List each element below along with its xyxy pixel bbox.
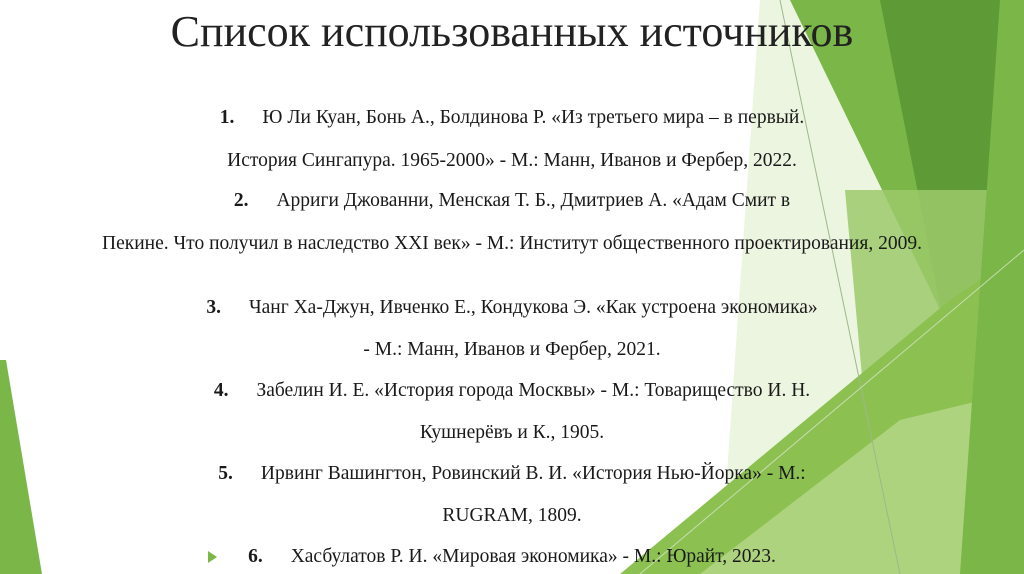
- source-6-line-1: [0, 546, 1024, 568]
- source-1-number: 1.: [219, 107, 235, 128]
- source-5-line-1: [0, 463, 1024, 485]
- source-3-number: 3.: [206, 297, 221, 318]
- source-3-text-1: Чанг Ха-Джун, Ивченко Е., Кондукова Э. «Как устроена экономика»: [248, 297, 818, 318]
- source-4-line-2: Кушнерёвъ и К., 1905.: [419, 422, 605, 443]
- source-5-line-2: RUGRAM, 1809.: [442, 505, 582, 526]
- source-5-text-1: Ирвинг Вашингтон, Ровинский В. И. «История Нью-Йорка» - М.:: [260, 463, 806, 484]
- source-1-text-1: Ю Ли Куан, Бонь А., Болдинова Р. «Из третьего мира – в первый.: [262, 107, 805, 128]
- source-2-line-1: [0, 190, 1024, 212]
- source-1-line-1: [0, 107, 1024, 129]
- source-2-text-1: Арриги Джованни, Менская Т. Б., Дмитриев А. «Адам Смит в: [276, 190, 791, 211]
- source-3-line-1: [0, 297, 1024, 319]
- source-6-number: 6.: [248, 546, 263, 567]
- source-3-line-2: - М.: Манн, Иванов и Фербер, 2021.: [363, 339, 661, 360]
- source-1-line-2: История Сингапура. 1965-2000» - М.: Манн, Иванов и Фербер, 2022.: [227, 150, 797, 171]
- source-2-number: 2.: [233, 190, 249, 211]
- source-4-number: 4.: [213, 380, 229, 401]
- triangle-bullet-icon: [208, 551, 217, 563]
- page-title: Список использованных источников: [170, 7, 854, 56]
- source-4-text-1: Забелин И. Е. «История города Москвы» - М.: Товарищество И. Н.: [256, 380, 811, 401]
- source-6-text-1: Хасбулатов Р. И. «Мировая экономика» - М.: Юрайт, 2023.: [290, 546, 776, 567]
- source-5-number: 5.: [218, 463, 233, 484]
- source-2-line-2: Пекине. Что получил в наследство XXI век» - М.: Институт общественного проектирования, 2009.: [102, 233, 922, 254]
- source-4-line-1: [0, 380, 1024, 402]
